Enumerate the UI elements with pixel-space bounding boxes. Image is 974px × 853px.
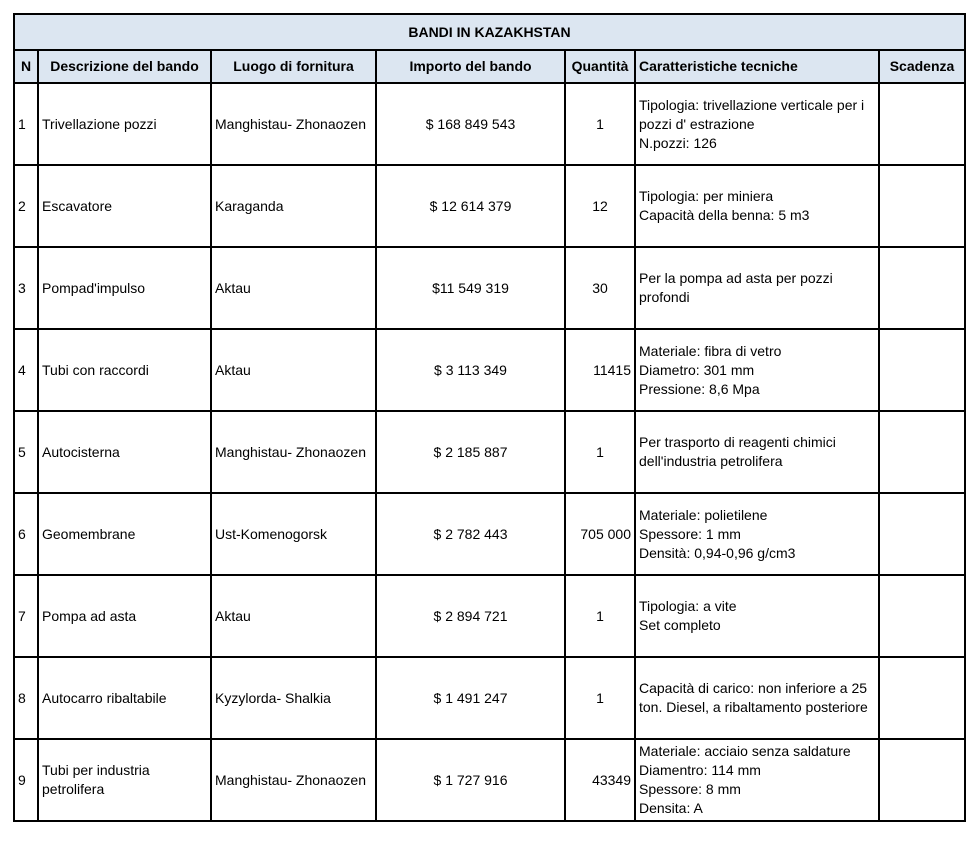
caratteristica-line: Tipologia: a vite	[639, 598, 737, 614]
caratteristiche-cell	[635, 739, 879, 821]
caratteristica-line: Materiale: polietilene	[639, 506, 768, 523]
descrizione-cell: Autocarro ribaltabile	[38, 657, 211, 739]
caratteristiche-cell	[635, 83, 879, 165]
caratteristiche-cell	[635, 165, 879, 247]
tenders-table	[13, 13, 966, 822]
descrizione-cell: Geomembrane	[38, 493, 211, 575]
scadenza-cell	[879, 83, 965, 165]
table-row	[14, 329, 965, 411]
caratteristica-line: Set completo	[639, 617, 721, 633]
row-number-cell: 8	[14, 657, 38, 739]
caratteristiche-cell	[635, 657, 879, 739]
importo-cell: $ 1 727 916	[376, 739, 565, 821]
caratteristica-line: N.pozzi: 126	[639, 134, 717, 151]
quantita-cell: 705 000	[565, 493, 635, 575]
row-number-cell: 6	[14, 493, 38, 575]
importo-cell: $ 12 614 379	[376, 165, 565, 247]
header-quantita: Quantità	[565, 50, 635, 83]
table-row	[14, 739, 965, 821]
descrizione-cell: Pompad'impulso	[38, 247, 211, 329]
header-importo: Importo del bando	[376, 50, 565, 83]
quantita-cell: 1	[565, 575, 635, 657]
header-row	[14, 50, 965, 83]
table-body	[14, 83, 965, 821]
table-row	[14, 493, 965, 575]
caratteristica-line: Capacità della benna: 5 m3	[639, 207, 810, 223]
caratteristiche-cell	[635, 247, 879, 329]
header-luogo: Luogo di fornitura	[211, 50, 376, 83]
caratteristiche-cell	[635, 575, 879, 657]
caratteristica-line: Densita: A	[639, 800, 703, 816]
table-row	[14, 575, 965, 657]
header-n: N	[14, 50, 38, 83]
importo-cell: $11 549 319	[376, 247, 565, 329]
header-caratteristiche: Caratteristiche tecniche	[635, 50, 879, 83]
row-number-cell: 5	[14, 411, 38, 493]
quantita-cell: 43349	[565, 739, 635, 821]
scadenza-cell	[879, 493, 965, 575]
table-row	[14, 83, 965, 165]
importo-cell: $ 168 849 543	[376, 83, 565, 165]
quantita-cell: 11415	[565, 329, 635, 411]
importo-cell: $ 2 185 887	[376, 411, 565, 493]
caratteristica-line: Pressione: 8,6 Mpa	[639, 380, 760, 397]
caratteristica-line: Capacità di carico: non inferiore a 25 ton. Diesel, a ribaltamento posteriore	[639, 680, 868, 715]
caratteristica-line: Diamentro: 114 mm	[639, 762, 761, 778]
importo-cell: $ 1 491 247	[376, 657, 565, 739]
scadenza-cell	[879, 739, 965, 821]
row-number-cell: 7	[14, 575, 38, 657]
row-number-cell: 2	[14, 165, 38, 247]
luogo-cell: Aktau	[211, 329, 376, 411]
descrizione-cell: Autocisterna	[38, 411, 211, 493]
caratteristica-line: Spessore: 8 mm	[639, 781, 741, 797]
quantita-cell: 1	[565, 657, 635, 739]
caratteristica-line: Tipologia: trivellazione verticale per i pozzi d' estrazione	[639, 96, 865, 132]
table-row	[14, 657, 965, 739]
caratteristica-line: Spessore: 1 mm	[639, 525, 741, 542]
scadenza-cell	[879, 329, 965, 411]
caratteristica-line: Materiale: acciaio senza saldature	[639, 743, 851, 759]
row-number-cell: 4	[14, 329, 38, 411]
descrizione-cell: Tubi con raccordi	[38, 329, 211, 411]
table-title: BANDI IN KAZAKHSTAN	[14, 14, 965, 50]
quantita-cell: 30	[565, 247, 635, 329]
scadenza-cell	[879, 247, 965, 329]
scadenza-cell	[879, 411, 965, 493]
table-row	[14, 165, 965, 247]
luogo-cell: Kyzylorda- Shalkia	[211, 657, 376, 739]
caratteristica-line: Densità: 0,94-0,96 g/cm3	[639, 544, 796, 561]
luogo-cell: Aktau	[211, 575, 376, 657]
luogo-cell: Manghistau- Zhonaozen	[211, 411, 376, 493]
caratteristica-line: Tipologia: per miniera	[639, 188, 774, 204]
quantita-cell: 12	[565, 165, 635, 247]
caratteristica-line: Materiale: fibra di vetro	[639, 342, 782, 359]
scadenza-cell	[879, 575, 965, 657]
row-number-cell: 3	[14, 247, 38, 329]
table-row	[14, 411, 965, 493]
luogo-cell: Aktau	[211, 247, 376, 329]
luogo-cell: Manghistau- Zhonaozen	[211, 739, 376, 821]
importo-cell: $ 2 782 443	[376, 493, 565, 575]
caratteristica-line: Per la pompa ad asta per pozzi profondi	[639, 270, 833, 305]
header-scadenza: Scadenza	[879, 50, 965, 83]
row-number-cell: 1	[14, 83, 38, 165]
descrizione-cell: Tubi per industria petrolifera	[38, 739, 211, 821]
title-row	[14, 14, 965, 50]
quantita-cell: 1	[565, 83, 635, 165]
scadenza-cell	[879, 165, 965, 247]
luogo-cell: Karaganda	[211, 165, 376, 247]
quantita-cell: 1	[565, 411, 635, 493]
importo-cell: $ 2 894 721	[376, 575, 565, 657]
descrizione-cell: Escavatore	[38, 165, 211, 247]
table-row	[14, 247, 965, 329]
importo-cell: $ 3 113 349	[376, 329, 565, 411]
scadenza-cell	[879, 657, 965, 739]
descrizione-cell: Trivellazione pozzi	[38, 83, 211, 165]
caratteristica-line: Diametro: 301 mm	[639, 361, 755, 378]
descrizione-cell: Pompa ad asta	[38, 575, 211, 657]
header-descrizione: Descrizione del bando	[38, 50, 211, 83]
caratteristica-line: Per trasporto di reagenti chimici dell'industria petrolifera	[639, 434, 836, 469]
caratteristiche-cell	[635, 411, 879, 493]
luogo-cell: Ust-Komenogorsk	[211, 493, 376, 575]
caratteristiche-cell	[635, 329, 879, 411]
caratteristiche-cell	[635, 493, 879, 575]
luogo-cell: Manghistau- Zhonaozen	[211, 83, 376, 165]
row-number-cell: 9	[14, 739, 38, 821]
